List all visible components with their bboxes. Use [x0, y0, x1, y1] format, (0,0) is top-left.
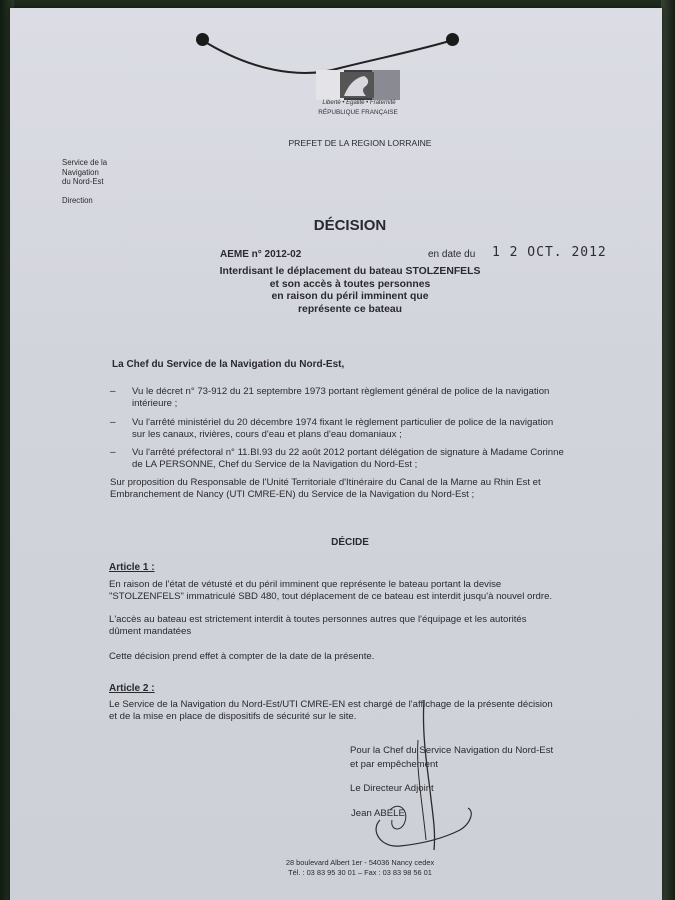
bullet-dash: –: [110, 386, 116, 397]
republic-motto: Liberté • Égalité • Fraternité: [322, 100, 396, 106]
proposal-line: Embranchement de Nancy (UTI CMRE-EN) du Service de la Navigation du Nord-Est ;: [110, 489, 475, 500]
reference-number: AEME n° 2012-02: [220, 249, 302, 260]
handwritten-signature: [360, 700, 490, 860]
authority-line: La Chef du Service de la Navigation du Nord-Est,: [112, 359, 345, 370]
footer-address: 28 boulevard Albert 1er - 54036 Nancy cedex: [285, 858, 435, 867]
subject-block: [170, 266, 530, 316]
article2-paragraph: [109, 699, 594, 723]
bullet-dash: –: [110, 447, 116, 458]
footer-phone: Tél. : 03 83 95 30 01 – Fax : 03 83 98 56 01: [288, 868, 432, 877]
republic-name: RÉPUBLIQUE FRANÇAISE: [318, 109, 398, 116]
marianne-profile-icon: [340, 72, 374, 98]
article1-line: En raison de l'état de vétusté et du péril imminent que représente le bateau portant la devise: [109, 579, 502, 590]
sender-line: Service de la: [62, 158, 108, 167]
signature-line1: Pour la Chef du Service Navigation du Nord-Est: [350, 745, 554, 756]
sender-line: du Nord-Est: [62, 177, 104, 186]
sender-line: Direction: [62, 195, 93, 205]
decide-heading: DÉCIDE: [331, 537, 369, 548]
subject-line: en raison du péril imminent que: [271, 291, 429, 303]
signature-name: Jean ABELE: [351, 808, 405, 819]
consideration-line: Vu l'arrêté ministériel du 20 décembre 1974 fixant le règlement particulier de police de la navigation: [132, 417, 554, 428]
punch-hole-right: [446, 33, 459, 46]
article1-paragraph3: Cette décision prend effet à compter de la date de la présente.: [109, 651, 375, 662]
date-label: en date du: [428, 249, 476, 260]
signature-line2: et par empêchement: [350, 759, 438, 770]
article1-title: Article 1 :: [109, 562, 155, 573]
signature-line3: Le Directeur Adjoint: [350, 783, 434, 794]
subject-line: Interdisant le déplacement du bateau STOLZENFELS: [219, 266, 481, 277]
article1-line: dûment mandatées: [109, 626, 192, 637]
article2-line: et de la mise en place de dispositifs de sécurité sur le site.: [109, 711, 357, 722]
document-title: DÉCISION: [313, 217, 387, 234]
background-right: [661, 0, 675, 900]
article1-line: L'accès au bateau est strictement interdit à toutes personnes autres que l'équipage et les autorités: [109, 614, 527, 625]
proposal-paragraph: [110, 477, 590, 501]
subject-line: et son accès à toutes personnes: [269, 278, 431, 290]
proposal-line: Sur proposition du Responsable de l'Unité Territoriale d'Itinéraire du Canal de la Marne au Rhin Est et: [110, 477, 541, 488]
article1-paragraph2: [109, 614, 589, 638]
punch-hole-left: [196, 33, 209, 46]
prefet-heading: PREFET DE LA REGION LORRAINE: [288, 138, 432, 148]
consideration-line: Vu le décret n° 73-912 du 21 septembre 1973 portant règlement général de police de la navigation: [132, 386, 550, 397]
subject-line: représente ce bateau: [298, 303, 402, 315]
sender-line: Navigation: [62, 167, 99, 177]
article2-line: Le Service de la Navigation du Nord-Est/UTI CMRE-EN est chargé de l'affichage de la présente décision: [109, 699, 553, 710]
consideration-line: sur les canaux, rivières, cours d'eau et plans d'eau domaniaux ;: [132, 429, 402, 440]
sender-block: [62, 158, 107, 205]
consideration-line: de LA PERSONNE, Chef du Service de la Navigation du Nord-Est ;: [132, 459, 418, 470]
marianne-logo: [316, 70, 400, 100]
article2-title: Article 2 :: [109, 683, 155, 694]
consideration-item: [132, 386, 592, 410]
article1-line: "STOLZENFELS" immatriculé SBD 480, tout déplacement de ce bateau est interdit jusqu'à nouvel ordre.: [109, 591, 553, 602]
date-stamp: 1 2 OCT. 2012: [492, 245, 607, 260]
consideration-item: [132, 417, 592, 441]
consideration-line: Vu l'arrêté préfectoral n° 11.BI.93 du 22 août 2012 portant délégation de signature à Madame Corinne: [132, 447, 564, 458]
article1-paragraph1: [109, 579, 589, 603]
consideration-line: intérieure ;: [132, 398, 178, 409]
bullet-dash: –: [110, 417, 116, 428]
consideration-item: [132, 447, 592, 471]
